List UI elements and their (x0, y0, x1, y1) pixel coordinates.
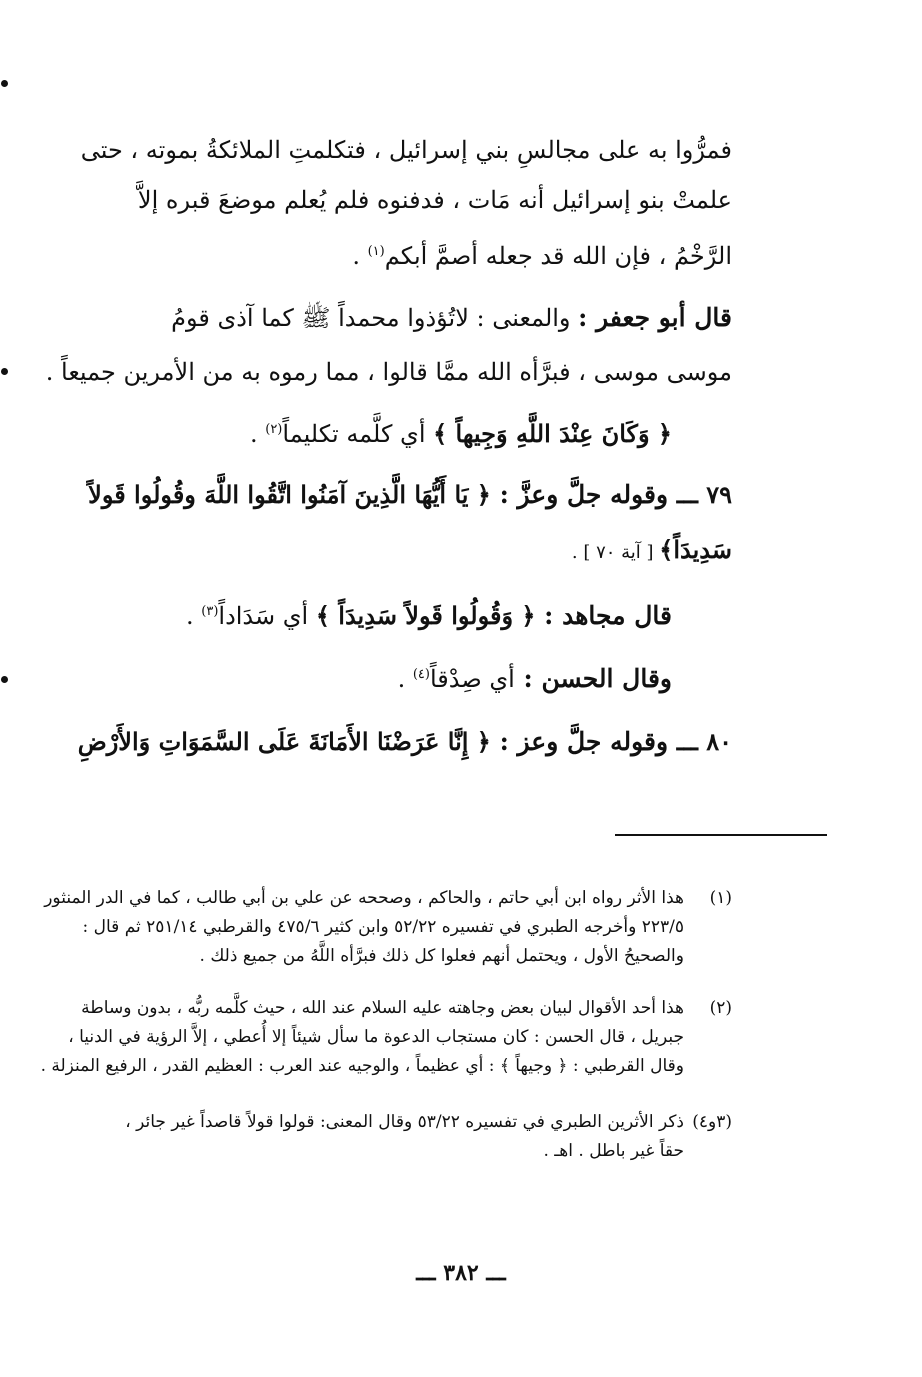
quran-quote: ﴿ وَقُولُوا قَولاً سَدِيدَاً ﴾ (315, 601, 536, 630)
text: . (249, 420, 266, 448)
speaker-label: قال مجاهد : (535, 601, 672, 630)
speaker-label: وقال الحسن : (514, 664, 672, 693)
text: أي سَدَاداً (218, 602, 316, 630)
footnote-ref: (٣) (201, 604, 219, 619)
margin-mark (1, 676, 8, 683)
footnote-line (40, 1052, 732, 1081)
footnote-line (44, 884, 732, 913)
paragraph-line (32, 592, 672, 636)
footnote-number: (١) (709, 888, 732, 908)
paragraph-line (92, 298, 732, 338)
quran-quote: ﴿ يَا أَيُّهَا الَّذِينَ آمَنُوا اتَّقُوا اللَّهَ وقُولُوا قَولاً (88, 480, 491, 509)
verse-heading (92, 530, 732, 573)
paragraph-line: فمرُّوا به على مجالسِ بني إسرائيل ، فتكلمتِ الملائكةُ بموته ، حتى (80, 136, 732, 164)
text: والمعنى : لاتُؤذوا محمداً ﷺ كما آذى قومُ (171, 304, 579, 332)
footnote-text: حقاً غير باطل . اهـ . (543, 1141, 684, 1161)
footnote-divider (615, 834, 827, 836)
footnote-text: والصحيحُ الأول ، ويحتمل أنهم فعلوا كل ذلك فبرَّأه اللَّهُ من جميع ذلك . (199, 946, 684, 966)
paragraph-line (92, 232, 732, 276)
quran-line (32, 410, 672, 454)
quran-quote: ﴿ وَكَانَ عِنْدَ اللَّهِ وَجِيهاً ﴾ (433, 419, 672, 448)
margin-mark (1, 368, 8, 375)
footnote-line (92, 942, 732, 971)
footnote-line (92, 1137, 732, 1166)
footnote-line (82, 913, 732, 942)
text: أي صِدْقاً (429, 665, 515, 693)
text: . (397, 665, 413, 693)
footnote-line (92, 1108, 732, 1137)
paragraph-line: موسى موسى ، فبرَّأه الله ممَّا قالوا ، مما رموه به من الأمرين جميعاً . (45, 358, 732, 386)
footnote (92, 1108, 732, 1166)
footnote-ref: (١) (367, 244, 385, 259)
footnote-number: (٢) (709, 998, 732, 1018)
footnote-ref: (٤) (412, 667, 430, 682)
text: أي كلَّمه تكليماً (282, 420, 434, 448)
quran-quote: ﴿ إِنَّا عَرَضْنَا الأَمَانَةَ عَلَى السَّمَوَاتِ وَالأَرْضِ (77, 727, 491, 756)
verse-heading (77, 722, 732, 762)
footnote (40, 994, 732, 1081)
verse-number: ٧٩ ـــ (676, 480, 732, 509)
verse-intro: وقوله جلَّ وعز : (490, 727, 677, 756)
ayah-ref: [ آية ٧٠ ] . (571, 542, 660, 563)
footnote-text: هذا أحد الأقوال لبيان بعض وجاهته عليه السلام عند الله ، حيث كلَّمه ربُّه ، بدون وساطة (81, 998, 684, 1018)
page-number: ـــ ٣٨٢ ـــ (416, 1260, 506, 1286)
text: . (352, 242, 368, 270)
footnote-ref: (٢) (265, 422, 283, 437)
quran-quote: سَدِيدَاً﴾ (659, 535, 732, 564)
text: . (186, 602, 202, 630)
footnote-text: وقال القرطبي : ﴿ وجيهاً ﴾ : أي عظيماً ، والوجيه عند العرب : العظيم القدر ، الرفيع المنزلة . (40, 1056, 684, 1076)
footnote-number: (٣و٤) (692, 1112, 732, 1132)
footnote-text: ٢٢٣/٥ وأخرجه الطبري في تفسيره ٥٢/٢٢ وابن كثير ٤٧٥/٦ والقرطبي ٢٥١/١٤ ثم قال : (82, 917, 684, 937)
footnote (44, 884, 732, 971)
footnote-text: ذكر الأثرين الطبري في تفسيره ٥٣/٢٢ وقال المعنى: قولوا قولاً قاصداً غير جائر ، (125, 1112, 684, 1132)
speaker-label: قال أبو جعفر : (578, 303, 732, 332)
footnote-line (68, 1023, 732, 1052)
footnote-text: جبريل ، قال الحسن : كان مستجاب الدعوة ما سأل شيئاً إلا أُعطي ، إلاَّ الرؤية في الدنيا ، (68, 1027, 684, 1047)
paragraph-line: علمتْ بنو إسرائيل أنه مَات ، فدفنوه فلم يُعلم موضعَ قبره إلاَّ (137, 186, 732, 214)
verse-number: ٨٠ ـــ (676, 727, 732, 756)
footnote-text: هذا الأثر رواه ابن أبي حاتم ، والحاكم ، وصححه عن علي بن أبي طالب ، كما في الدر المنثور (44, 888, 684, 908)
verse-intro: وقوله جلَّ وعزَّ : (490, 480, 677, 509)
verse-heading (88, 475, 732, 515)
paragraph-line (32, 655, 672, 699)
footnote-line (81, 994, 732, 1023)
margin-mark (1, 80, 8, 87)
text: الرَّخْمُ ، فإن الله قد جعله أصمَّ أبكم (384, 242, 732, 270)
